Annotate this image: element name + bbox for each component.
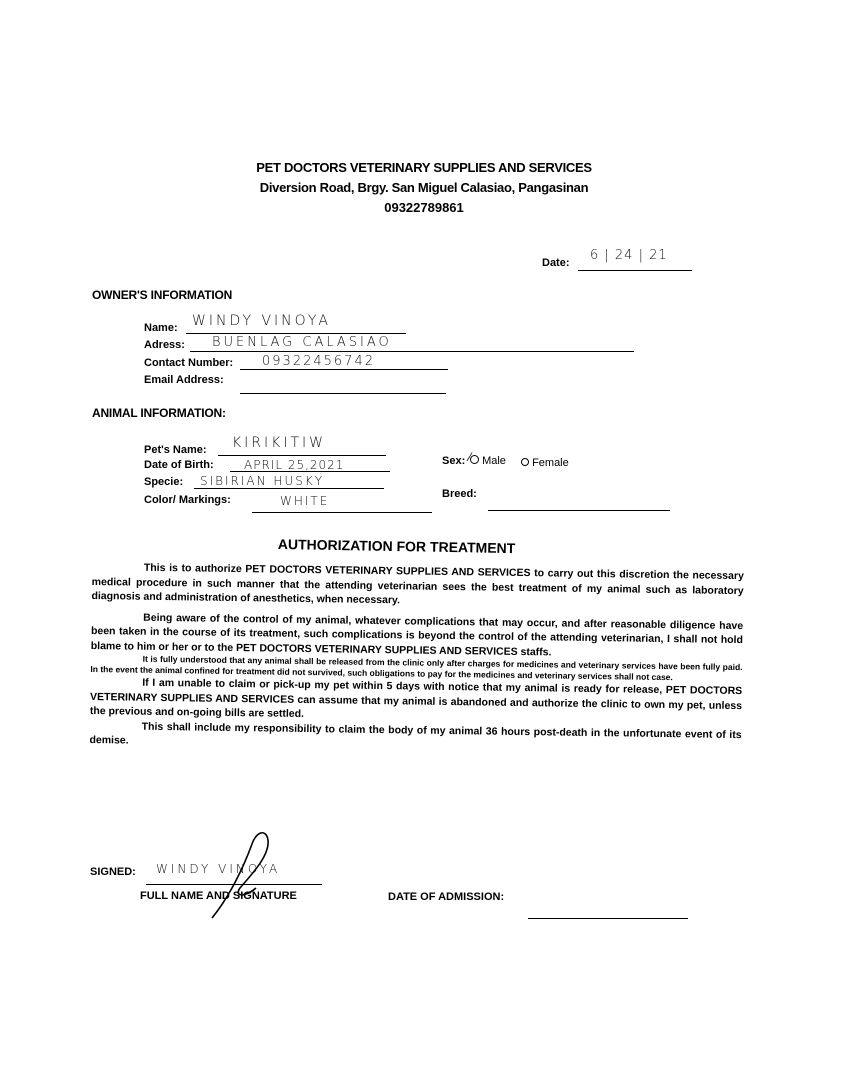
signature-caption: FULL NAME AND SIGNATURE xyxy=(140,890,297,902)
dob-value[interactable]: APRIL 25,2021 xyxy=(244,458,345,472)
color-line xyxy=(252,512,432,513)
owner-address-value[interactable]: BUENLAG CALASIAO xyxy=(212,335,392,350)
owner-name-line xyxy=(186,333,406,334)
admission-date-label: DATE OF ADMISSION: xyxy=(388,891,505,903)
owner-section-title: OWNER'S INFORMATION xyxy=(92,288,233,302)
authorization-paragraph-5: This shall include my responsibility to claim the body of my animal 36 hours post-death in the unfortunate event of its demise. xyxy=(89,720,742,747)
sex-male-text: Male xyxy=(482,455,506,467)
breed-label: Breed: xyxy=(442,488,477,500)
clinic-phone: 09322789861 xyxy=(384,200,464,215)
sex-male-option[interactable] xyxy=(469,450,506,467)
sex-label: Sex: xyxy=(442,455,466,467)
animal-section-title: ANIMAL INFORMATION: xyxy=(92,406,226,420)
owner-email-line xyxy=(240,393,446,394)
admission-date-line xyxy=(528,918,688,919)
breed-line xyxy=(488,510,670,511)
pet-name-value[interactable]: KIRIKITIW xyxy=(232,435,326,451)
pet-name-line xyxy=(218,455,386,456)
species-line xyxy=(194,488,384,489)
species-label: Specie: xyxy=(144,476,184,488)
owner-name-label: Name: xyxy=(144,322,178,334)
color-value[interactable]: WHITE xyxy=(280,494,330,508)
authorization-title: AUTHORIZATION FOR TREATMENT xyxy=(277,536,516,557)
sex-female-radio[interactable] xyxy=(521,458,529,466)
owner-contact-line xyxy=(240,369,448,370)
authorization-body xyxy=(89,560,744,757)
sex-female-option[interactable] xyxy=(521,457,569,469)
owner-email-label: Email Address: xyxy=(144,374,224,386)
species-value[interactable]: SIBIRIAN HUSKY xyxy=(200,474,325,488)
clinic-address: Diversion Road, Brgy. San Miguel Calasiao, Pangasinan xyxy=(259,180,589,195)
sex-female-text: Female xyxy=(532,457,569,469)
authorization-paragraph-3: It is fully understood that any animal shall be released from the clinic only after charges for medicines and veterinary services have been fully paid. In the event the animal confined for treatment did not survived, such obligations to pay for the medicines and veterinary services shall not case. xyxy=(90,653,743,683)
authorization-paragraph-2: Being aware of the control of my animal, whatever complications that may occur, and after reasonable diligence have been taken in the course of its treatment, such complications is beyond the control of the attending veterinarian, I shall not hold blame to him or her or to the PET DOCTORS VETERINARY SUPPLIES AND SERVICES staffs. xyxy=(90,611,744,658)
authorization-paragraph-1: This is to authorize PET DOCTORS VETERINARY SUPPLIES AND SERVICES to carry out this discretion the necessary medical procedure in such manner that the attending veterinarian sees the best treatment of my animal such as laboratory diagnosis and administration of anesthetics, when necessary. xyxy=(91,561,744,607)
owner-contact-label: Contact Number: xyxy=(144,357,234,369)
color-label: Color/ Markings: xyxy=(144,494,231,506)
owner-address-line xyxy=(190,351,634,352)
check-mark-icon: ⁄ xyxy=(469,450,472,464)
owner-contact-value[interactable]: 09322456742 xyxy=(262,354,375,369)
date-line xyxy=(578,270,692,271)
date-value[interactable]: 6 | 24 | 21 xyxy=(590,248,668,263)
dob-label: Date of Birth: xyxy=(144,459,214,471)
owner-name-value[interactable]: WINDY VINOYA xyxy=(192,313,331,329)
owner-address-label: Adress: xyxy=(144,339,185,351)
signature-scribble-icon xyxy=(210,826,280,922)
authorization-paragraph-4: If I am unable to claim or pick-up my pet within 5 days with notice that my animal is ready for release, PET DOCTORS VETERINARY SUPPLIES AND SERVICES can assume that my animal is abandoned and authorize the clinic to own my pet, unless the previous and on-going bills are settled. xyxy=(89,676,743,720)
pet-name-label: Pet's Name: xyxy=(144,444,207,456)
clinic-name: PET DOCTORS VETERINARY SUPPLIES AND SERVICES xyxy=(256,160,592,175)
sex-male-radio[interactable] xyxy=(469,450,479,464)
date-label: Date: xyxy=(542,257,570,269)
signed-label: SIGNED: xyxy=(90,866,136,878)
signed-value[interactable]: WINDY VINOYA xyxy=(156,862,281,876)
